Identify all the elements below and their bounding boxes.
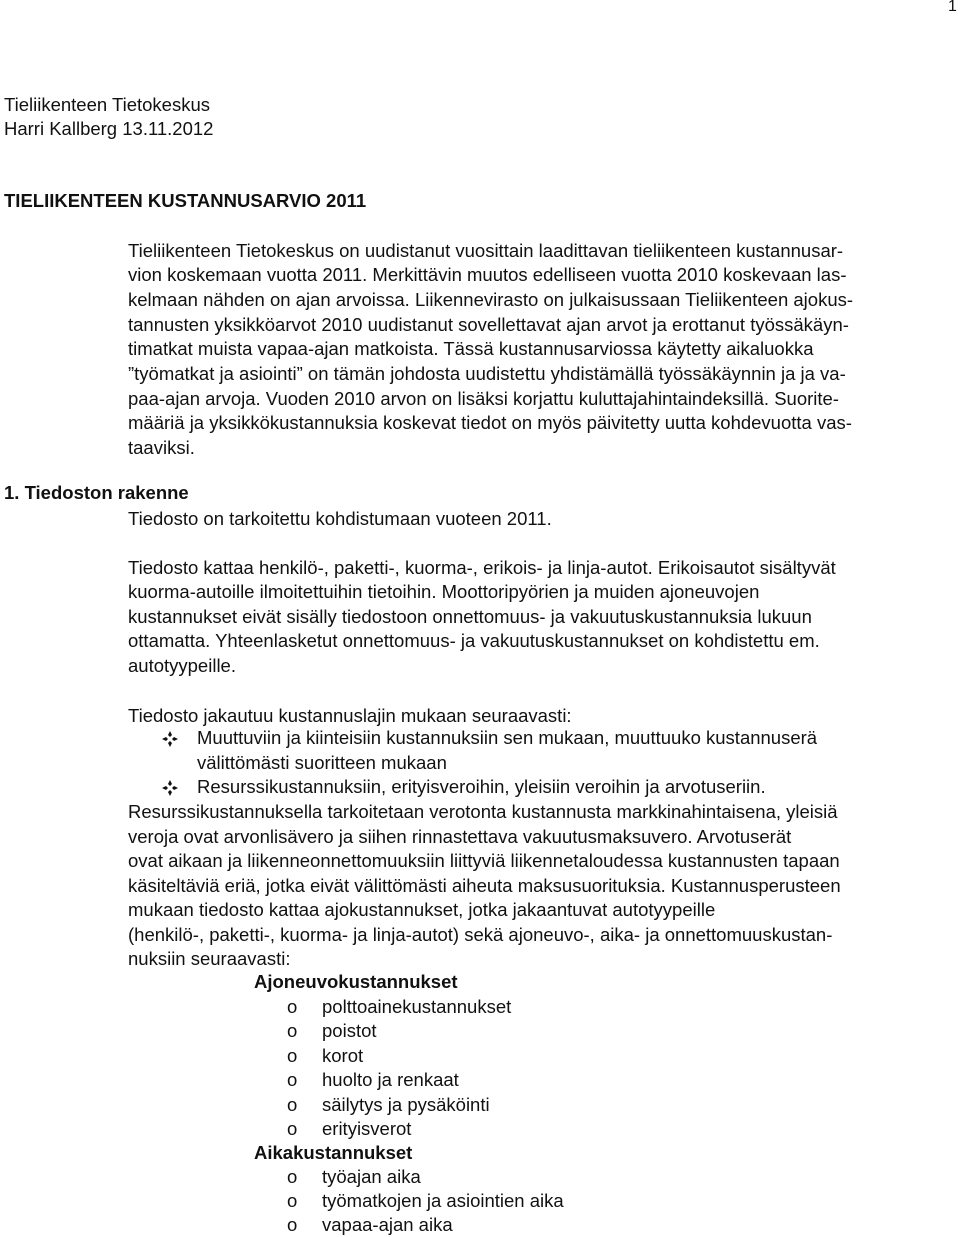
list-item: työmatkojen ja asiointien aika [322,1190,564,1211]
intro-line: tannusten yksikköarvot 2010 uudistanut sovellettavat ajan arvot ja erottanut työssäkäyn- [128,314,849,335]
bullet-text: Muuttuviin ja kiinteisiin kustannuksiin sen mukaan, muuttuuko kustannuserä [197,727,818,748]
intro-line: taaviksi. [128,437,195,458]
list-marker: o [287,1118,298,1139]
intro-line: paa-ajan arvoja. Vuoden 2010 arvon on lisäksi korjattu kuluttajahintaindeksillä. Suorite- [128,388,839,409]
intro-line: vion koskemaan vuotta 2011. Merkittävin muutos edelliseen vuotta 2010 koskevaan las- [128,264,847,285]
coverage-line: Tiedosto kattaa henkilö-, paketti-, kuorma-, erikois- ja linja-autot. Erikoisautot sisältyvät [128,557,836,578]
intro-line: määriä ja yksikkökustannuksia koskevat tiedot on myös päivitetty uutta kohdevuotta vas- [128,412,852,433]
list-item: huolto ja renkaat [322,1069,459,1090]
coverage-line: ottamatta. Yhteenlasketut onnettomuus- ja vakuutuskustannukset on kohdistettu em. [128,630,820,651]
coverage-line: kuorma-autoille ilmoitettuihin tietoihin. Moottoripyörien ja muiden ajoneuvojen [128,581,760,602]
list-marker: o [287,1020,298,1041]
coverage-line: autotyypeille. [128,655,236,676]
resource-line: Resurssikustannuksella tarkoitetaan verotonta kustannusta markkinahintaisena, yleisiä [128,801,838,822]
diamond-bullet-icon [162,780,178,796]
breakdown-intro: Tiedosto jakautuu kustannuslajin mukaan seuraavasti: [128,705,572,726]
list-item: säilytys ja pysäköinti [322,1094,490,1115]
resource-line: veroja ovat arvonlisävero ja siihen rinnastettava vakuutusmaksuvero. Arvotuserät [128,826,792,847]
section-paragraph: Tiedosto on tarkoitettu kohdistumaan vuoteen 2011. [128,508,552,529]
list-marker: o [287,1190,298,1211]
list-marker: o [287,1166,298,1187]
list-item: korot [322,1045,364,1066]
page-number: 1 [948,0,957,15]
document-title: TIELIIKENTEEN KUSTANNUSARVIO 2011 [4,190,367,211]
intro-line: timatkat muista vapaa-ajan matkoista. Tässä kustannusarviossa käytetty aikaluokka [128,338,814,359]
list-item: erityisverot [322,1118,412,1139]
header-author-date: Harri Kallberg 13.11.2012 [4,118,214,139]
section-heading: 1. Tiedoston rakenne [4,482,189,503]
list-item: työajan aika [322,1166,421,1187]
list-marker: o [287,1214,298,1235]
resource-line: käsiteltäviä eriä, jotka eivät välittömästi aiheuta maksusuorituksia. Kustannusperusteen [128,875,841,896]
resource-line: mukaan tiedosto kattaa ajokustannukset, jotka jakaantuvat autotyypeille [128,899,716,920]
list-marker: o [287,1069,298,1090]
group-heading: Aikakustannukset [254,1142,413,1163]
header-organization: Tieliikenteen Tietokeskus [4,94,211,115]
resource-line: (henkilö-, paketti-, kuorma- ja linja-autot) sekä ajoneuvo-, aika- ja onnettomuuskustan- [128,924,833,945]
group-heading: Ajoneuvokustannukset [254,971,458,992]
resource-line: ovat aikaan ja liikenneonnettomuuksiin liittyviä liikennetaloudessa kustannusten tapaan [128,850,840,871]
list-item: vapaa-ajan aika [322,1214,453,1235]
list-marker: o [287,1094,298,1115]
list-marker: o [287,1045,298,1066]
list-item: polttoainekustannukset [322,996,512,1017]
resource-line: nuksiin seuraavasti: [128,948,291,969]
diamond-bullet-icon [162,731,178,747]
coverage-line: kustannukset eivät sisälly tiedostoon onnettomuus- ja vakuutuskustannuksia lukuun [128,606,812,627]
intro-line: ”työmatkat ja asiointi” on tämän johdosta uudistettu yhdistämällä työssäkäynnin ja ja va- [128,363,846,384]
bullet-text: Resurssikustannuksiin, erityisveroihin, yleisiin veroihin ja arvotuseriin. [197,776,766,797]
intro-line: kelmaan nähden on ajan arvoissa. Liikennevirasto on julkaisussaan Tieliikenteen ajokus- [128,289,854,310]
bullet-text-continuation: välittömästi suoritteen mukaan [197,752,447,773]
list-marker: o [287,996,298,1017]
list-item: poistot [322,1020,377,1041]
intro-line: Tieliikenteen Tietokeskus on uudistanut vuosittain laadittavan tieliikenteen kustannusar- [128,240,844,261]
